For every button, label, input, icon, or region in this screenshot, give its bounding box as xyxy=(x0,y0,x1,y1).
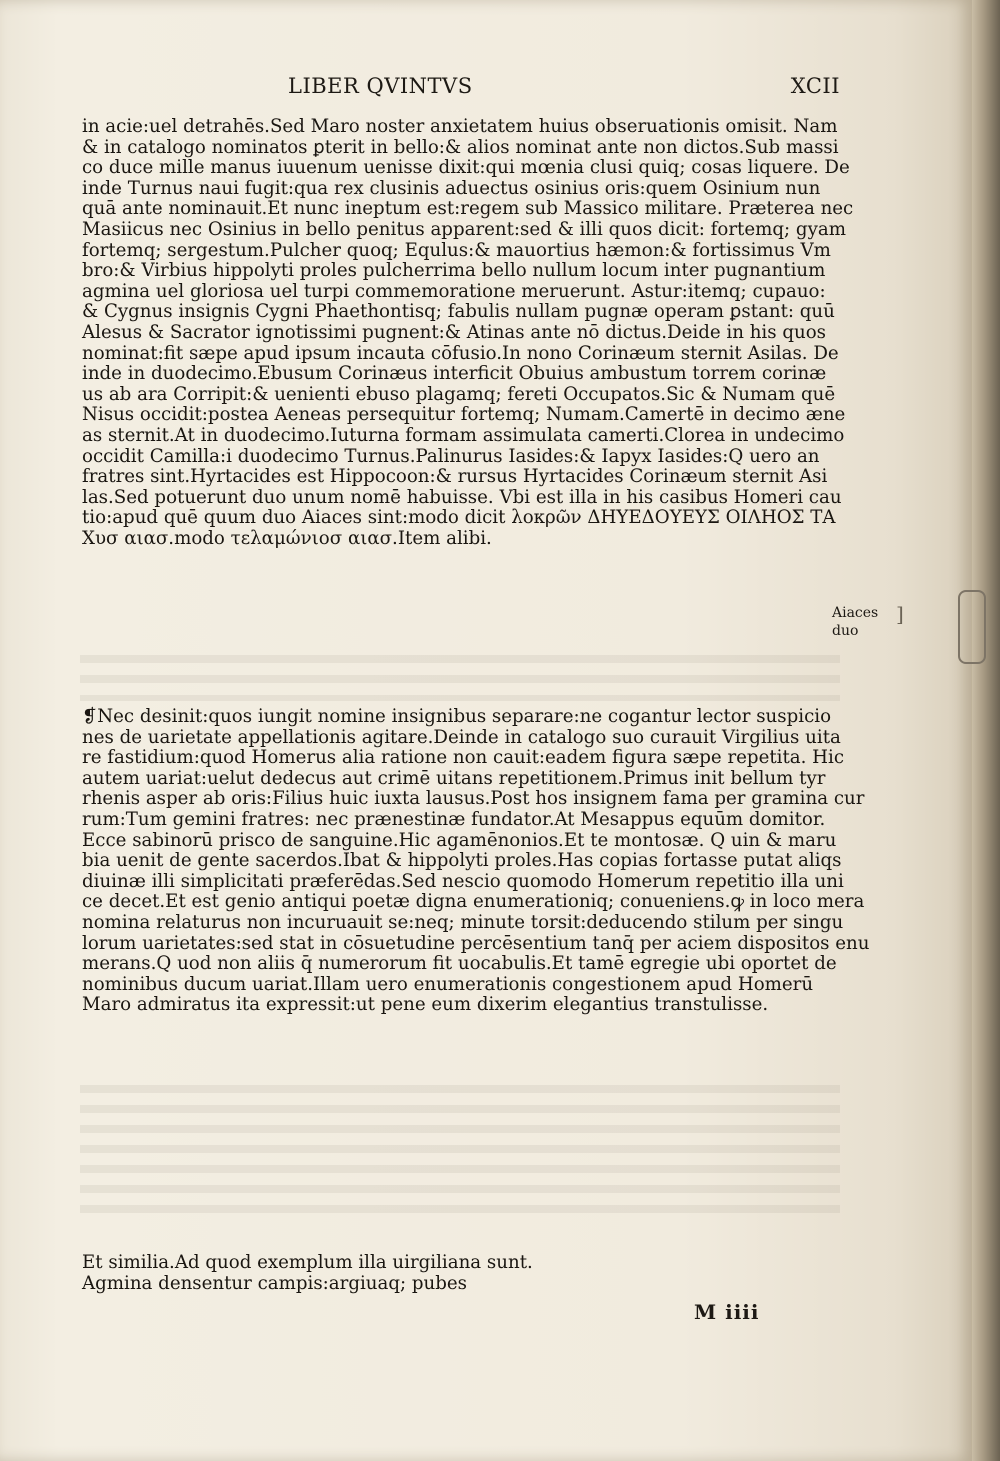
text-line: fratres sint.Hyrtacides est Hippocoon:& rursus Hyrtacides Corinæum sternit Asi xyxy=(82,466,828,488)
marginal-note-line: duo xyxy=(832,623,859,639)
text-line: in acie:uel detrahēs.Sed Maro noster anxietatem huius obseruationis omisit. Nam xyxy=(82,116,838,137)
text-line: fortemq; sergestum.Pulcher quoq; Equlus:& mauortius hæmon:& fortissimus Vm xyxy=(82,239,831,261)
text-line: nomina relaturus non incuruauit se:neq; minute torsit:deducendo stilum per singu xyxy=(82,911,844,933)
text-line: Χυσ αιασ.modo τελαμώνιοσ αιασ.Item alibi. xyxy=(82,527,492,549)
show-through-text xyxy=(80,1085,840,1225)
binding-clip xyxy=(958,590,986,664)
paragraph-3 xyxy=(82,1253,533,1294)
text-line: re fastidium:quod Homerus alia ratione non cauit:eadem figura sæpe repetita. Hic xyxy=(82,747,845,769)
text-line: Agmina densentur campis:argiuaq; pubes xyxy=(82,1272,468,1294)
text-line: as sternit.At in duodecimo.Iuturna formam assimulata camerti.Clorea in undecimo xyxy=(82,424,845,446)
show-through-text xyxy=(80,655,840,701)
text-line: Alesus & Sacrator ignotissimi pugnent:& Atinas ante nō dictus.Deide in his quos xyxy=(82,321,826,343)
text-line: bro:& Virbius hippolyti proles pulcherrima bello nullum locum inter pugnantium xyxy=(82,260,826,282)
marginal-note xyxy=(832,604,878,640)
text-line: ❡Nec desinit:quos iungit nomine insignibus separare:ne cogantur lector suspicio xyxy=(82,706,832,727)
paragraph-1 xyxy=(82,117,853,549)
bracket-mark: ] xyxy=(896,602,904,626)
running-header xyxy=(80,74,840,106)
marginal-note-line: Aiaces xyxy=(832,605,879,621)
text-line: & in catalogo nominatos ꝑterit in bello:& alios nominat ante non dictos.Sub massi xyxy=(82,136,839,158)
text-line: us ab ara Corripit:& uenienti ebuso plagamq; fereti Occupatos.Sic & Numam quē xyxy=(82,383,836,405)
text-line: lorum uarietates:sed stat in cōsuetudine percēsentium tanq̄ per aciem dispositos enu xyxy=(82,932,870,954)
text-line: Nisus occidit:postea Aeneas persequitur fortemq; Numam.Camertē in decimo æne xyxy=(82,404,846,426)
text-line: nominibus ducum uariat.Illam uero enumerationis congestionem apud Homerū xyxy=(82,973,814,995)
text-line: agmina uel gloriosa uel turpi commemoratione meruerunt. Astur:itemq; cupauo: xyxy=(82,280,826,302)
text-line: & Cygnus insignis Cygni Phaethontisq; fabulis nullam pugnæ operam ꝑstant: quū xyxy=(82,301,835,323)
text-line: nominat:fit sæpe apud ipsum incauta cōfusio.In nono Corinæum sternit Asilas. De xyxy=(82,342,839,364)
folio-number: XCII xyxy=(790,74,840,98)
text-line: occidit Camilla:i duodecimo Turnus.Palinurus Iasides:& Iapyx Iasides:Q uero an xyxy=(82,445,820,467)
text-line: Et similia.Ad quod exemplum illa uirgiliana sunt. xyxy=(82,1252,533,1273)
text-line: inde Turnus naui fugit:qua rex clusinis aduectus osinius oris:quem Osinium nun xyxy=(82,177,821,199)
text-line: Ecce sabinorū prisco de sanguine.Hic agamēnonios.Et te montosæ. Q uin & maru xyxy=(82,829,837,851)
text-line: Masiicus nec Osinius in bello penitus apparent:sed & illi quos dicit: fortemq; gyam xyxy=(82,218,846,240)
signature-mark: M iiii xyxy=(694,1300,760,1324)
text-line: quā ante nominauit.Et nunc ineptum est:regem sub Massico militare. Præterea nec xyxy=(82,198,854,220)
paragraph-2 xyxy=(82,707,869,1016)
text-line: ce decet.Et est genio antiqui poetæ digna enumerationiq; conueniens.ꝙ in loco mera xyxy=(82,891,865,913)
text-line: Maro admiratus ita expressit:ut pene eum dixerim elegantius transtulisse. xyxy=(82,994,769,1016)
text-line: co duce mille manus iuuenum uenisse dixit:qui mœnia clusi quiq; cosas liquere. De xyxy=(82,157,850,179)
text-line: las.Sed potuerunt duo unum nomē habuisse. Vbi est illa in his casibus Homeri cau xyxy=(82,486,842,508)
text-line: inde in duodecimo.Ebusum Corinæus interficit Obuius ambustum torrem corinæ xyxy=(82,363,827,385)
text-line: rhenis asper ab oris:Filius huic iuxta lausus.Post hos insignem fama per gramina cur xyxy=(82,788,865,810)
text-line: bia uenit de gente sacerdos.Ibat & hippolyti proles.Has copias fortasse putat aliqs xyxy=(82,850,842,872)
page-edge xyxy=(972,0,1000,1461)
text-line: tio:apud quē quum duo Aiaces sint:modo dicit λοκρῶν ΔΗΥΕΔΟΥΕΥΣ ΟΙΛΗΟΣ ΤΑ xyxy=(82,507,836,529)
text-line: nes de uarietate appellationis agitare.Deinde in catalogo suo curauit Virgilius uita xyxy=(82,726,841,748)
text-line: diuinæ illi simplicitati præferēdas.Sed nescio quomodo Homerum repetitio illa uni xyxy=(82,870,844,892)
text-line: rum:Tum gemini fratres: nec prænestinæ fundator.At Mesappus equūm domitor. xyxy=(82,808,826,830)
text-line: autem uariat:uelut dedecus aut crimē uitans repetitionem.Primus init bellum tyr xyxy=(82,767,826,789)
text-line: merans.Q uod non aliis q̄ numerorum fit uocabulis.Et tamē egregie ubi oportet de xyxy=(82,953,837,975)
running-title: LIBER QVINTVS xyxy=(288,74,473,98)
